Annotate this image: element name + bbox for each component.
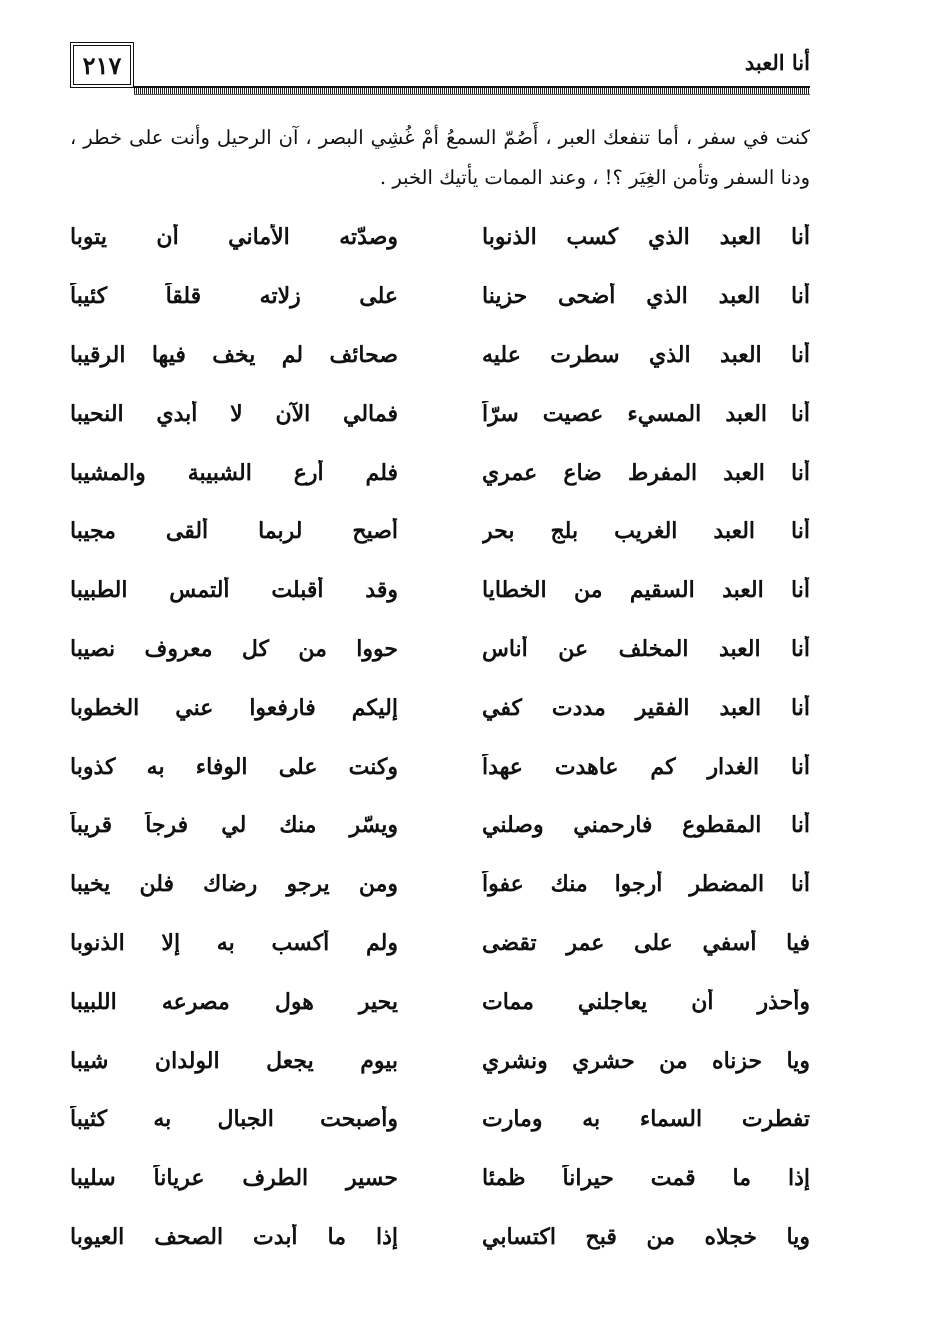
verse-row xyxy=(70,384,810,443)
verse-second-hemistich: ويسّر منك لي فرجاً قريباً xyxy=(70,812,398,839)
verse-row xyxy=(70,561,810,620)
verse-row xyxy=(70,620,810,679)
verse-first-hemistich: إذا ما قمت حيراناً ظمئا xyxy=(482,1165,810,1192)
verse-row xyxy=(70,326,810,385)
verse-first-hemistich: فيا أسفي على عمر تقضى xyxy=(482,929,810,956)
verse-first-hemistich: أنا المقطوع فارحمني وصلني xyxy=(482,812,810,839)
verse-second-hemistich: ومن يرجو رضاك فلن يخيبا xyxy=(70,871,398,898)
verse-first-hemistich: أنا العبد السقيم من الخطايا xyxy=(482,577,810,604)
verse-first-hemistich: أنا العبد الذي أضحى حزينا xyxy=(482,283,810,310)
verse-first-hemistich: أنا المضطر أرجوا منك عفواً xyxy=(482,871,810,898)
verse-second-hemistich: وأصبحت الجبال به كثيباً xyxy=(70,1106,398,1133)
verse-first-hemistich: أنا العبد المخلف عن أناس xyxy=(482,635,810,662)
verse-second-hemistich: فلم أرع الشبيبة والمشيبا xyxy=(70,459,398,486)
verse-row xyxy=(70,855,810,914)
verse-row xyxy=(70,502,810,561)
verse-second-hemistich: حووا من كل معروف نصيبا xyxy=(70,635,398,662)
verse-first-hemistich: ويا حزناه من حشري ونشري xyxy=(482,1047,810,1074)
verse-row xyxy=(70,914,810,973)
verse-row xyxy=(70,1090,810,1149)
verse-second-hemistich: إذا ما أبدت الصحف العيوبا xyxy=(70,1223,398,1250)
verse-first-hemistich: أنا العبد المسيء عصيت سرّاً xyxy=(482,400,810,427)
verse-row xyxy=(70,443,810,502)
verse-second-hemistich: يحير هول مصرعه اللبيبا xyxy=(70,988,398,1015)
verse-second-hemistich: فمالي الآن لا أبدي النحيبا xyxy=(70,400,398,427)
verse-second-hemistich: أصيح لربما ألقى مجيبا xyxy=(70,518,398,545)
verse-second-hemistich: وصدّته الأماني أن يتوبا xyxy=(70,224,398,251)
verse-first-hemistich: وأحذر أن يعاجلني ممات xyxy=(482,988,810,1015)
verse-first-hemistich: أنا العبد الفقير مددت كفي xyxy=(482,694,810,721)
page-number: ٢١٧ xyxy=(70,42,134,88)
verse-row xyxy=(70,972,810,1031)
verse-first-hemistich: أنا العبد الذي سطرت عليه xyxy=(482,341,810,368)
verse-first-hemistich: أنا العبد الذي كسب الذنوبا xyxy=(482,224,810,251)
verse-second-hemistich: إليكم فارفعوا عني الخطوبا xyxy=(70,694,398,721)
verse-row xyxy=(70,1149,810,1208)
verse-row xyxy=(70,1208,810,1267)
verse-second-hemistich: صحائف لم يخف فيها الرقيبا xyxy=(70,341,398,368)
verse-first-hemistich: أنا العبد الغريب بلج بحر xyxy=(482,518,810,545)
page-header xyxy=(70,42,810,98)
verse-row xyxy=(70,737,810,796)
verse-first-hemistich: أنا الغدار كم عاهدت عهداً xyxy=(482,753,810,780)
verse-second-hemistich: حسير الطرف عرياناً سليبا xyxy=(70,1165,398,1192)
verse-second-hemistich: على زلاته قلقاً كئيباً xyxy=(70,283,398,310)
verse-first-hemistich: تفطرت السماء به ومارت xyxy=(482,1106,810,1133)
verse-first-hemistich: أنا العبد المفرط ضاع عمري xyxy=(482,459,810,486)
verse-row xyxy=(70,678,810,737)
verse-second-hemistich: وقد أقبلت ألتمس الطبيبا xyxy=(70,577,398,604)
verse-row xyxy=(70,1031,810,1090)
intro-paragraph: كنت في سفر ، أما تنفعك العبر ، أَصُمّ السمعُ أمْ غُشِي البصر ، آن الرحيل وأنت على خطر ، ودنا السفر وتأمن الغِيَر ؟! ، وعند الممات يأتيك الخبر . xyxy=(70,126,810,189)
verse-second-hemistich: ولم أكسب به إلا الذنوبا xyxy=(70,929,398,956)
verse-row xyxy=(70,208,810,267)
poem xyxy=(70,208,810,1266)
verse-row xyxy=(70,796,810,855)
verse-second-hemistich: بيوم يجعل الولدان شيبا xyxy=(70,1047,398,1074)
verse-first-hemistich: ويا خجلاه من قبح اكتسابي xyxy=(482,1223,810,1250)
verse-row xyxy=(70,267,810,326)
verse-second-hemistich: وكنت على الوفاء به كذوبا xyxy=(70,753,398,780)
header-rule xyxy=(134,86,810,95)
running-title: أنا العبد xyxy=(744,50,810,75)
